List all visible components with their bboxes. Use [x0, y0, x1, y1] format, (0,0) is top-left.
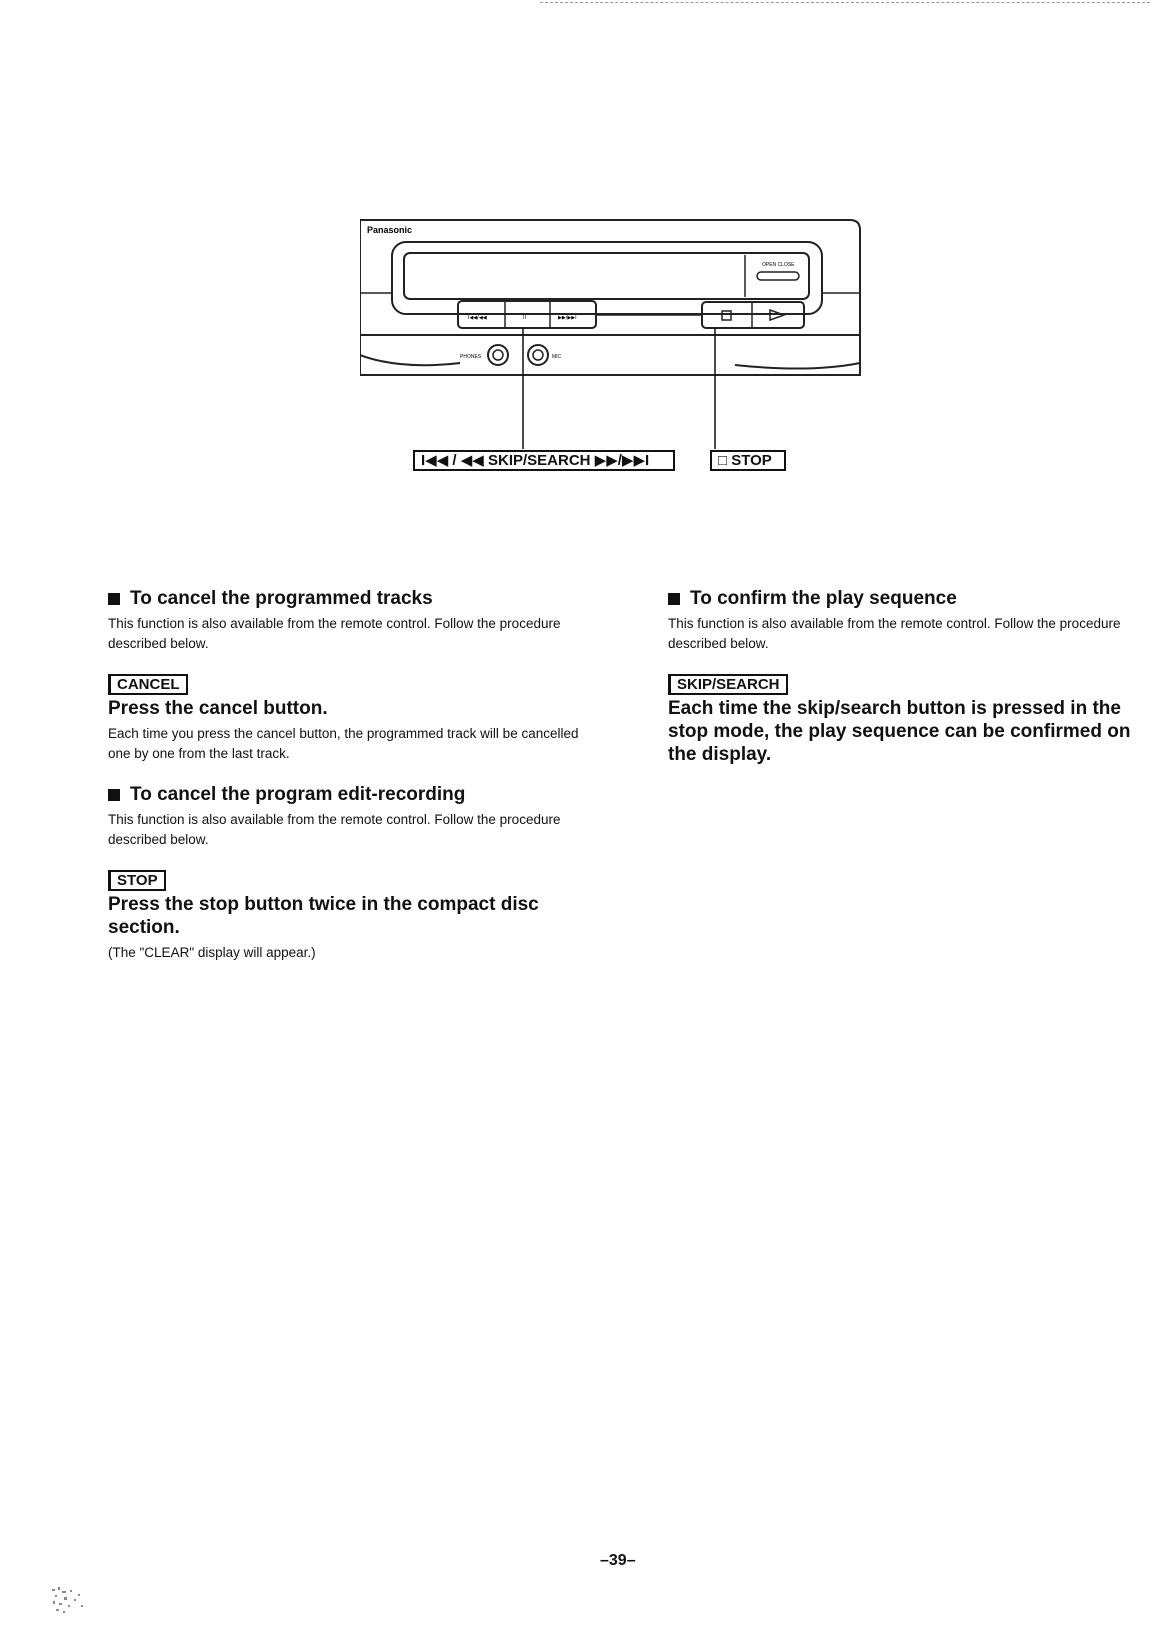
step-instruction: Each time the skip/search button is pressed in the stop mode, the play sequence can be confirmed on the display. — [668, 698, 1131, 765]
section-heading — [668, 588, 1138, 610]
cd-player-drawing — [360, 215, 880, 475]
step-detail: (The "CLEAR" display will appear.) — [108, 945, 316, 960]
square-bullet-icon — [108, 789, 120, 801]
page-number: –39– — [600, 1552, 636, 1569]
open-close-label: OPEN CLOSE — [762, 262, 795, 268]
step-instruction: Press the cancel button. — [108, 698, 328, 719]
phones-label: PHONES — [460, 354, 482, 360]
skip-search-callout: I◀◀ / ◀◀ SKIP/SEARCH ▶▶/▶▶I — [413, 450, 675, 471]
brand-logo: Panasonic — [367, 225, 413, 235]
stop-key-label: STOP — [108, 870, 166, 891]
section-body: This function is also available from the remote control. Follow the procedure described below. — [108, 616, 561, 651]
square-bullet-icon — [668, 593, 680, 605]
heading-text: To cancel the programmed tracks — [130, 588, 433, 609]
square-bullet-icon — [108, 593, 120, 605]
stop-callout: □ STOP — [710, 450, 786, 471]
cancel-edit-recording-section — [108, 784, 588, 963]
step-detail: Each time you press the cancel button, the programmed track will be cancelled one by one from the last track. — [108, 726, 579, 761]
scan-speckle-mark — [50, 1585, 120, 1625]
top-dashed-rule — [540, 2, 1150, 3]
right-column — [668, 588, 1138, 770]
heading-text: To cancel the program edit-recording — [130, 784, 466, 805]
cancel-programmed-section — [108, 588, 588, 764]
section-body: This function is also available from the remote control. Follow the procedure described below. — [108, 812, 561, 847]
svg-text:II: II — [523, 315, 526, 321]
svg-text:▶▶/▶▶I: ▶▶/▶▶I — [558, 315, 577, 321]
left-column — [108, 588, 588, 963]
confirm-play-sequence-section — [668, 588, 1138, 766]
mic-label: MIC — [552, 354, 562, 360]
step-instruction: Press the stop button twice in the compact disc section. — [108, 894, 539, 938]
section-body: This function is also available from the remote control. Follow the procedure described below. — [668, 616, 1121, 651]
heading-text: To confirm the play sequence — [690, 588, 957, 609]
cd-player-diagram — [360, 215, 880, 475]
cancel-key-label: CANCEL — [108, 674, 188, 695]
svg-text:I◀◀/◀◀: I◀◀/◀◀ — [468, 315, 487, 321]
skip-search-key-label: SKIP/SEARCH — [668, 674, 788, 695]
section-heading — [108, 784, 588, 806]
section-heading — [108, 588, 588, 610]
